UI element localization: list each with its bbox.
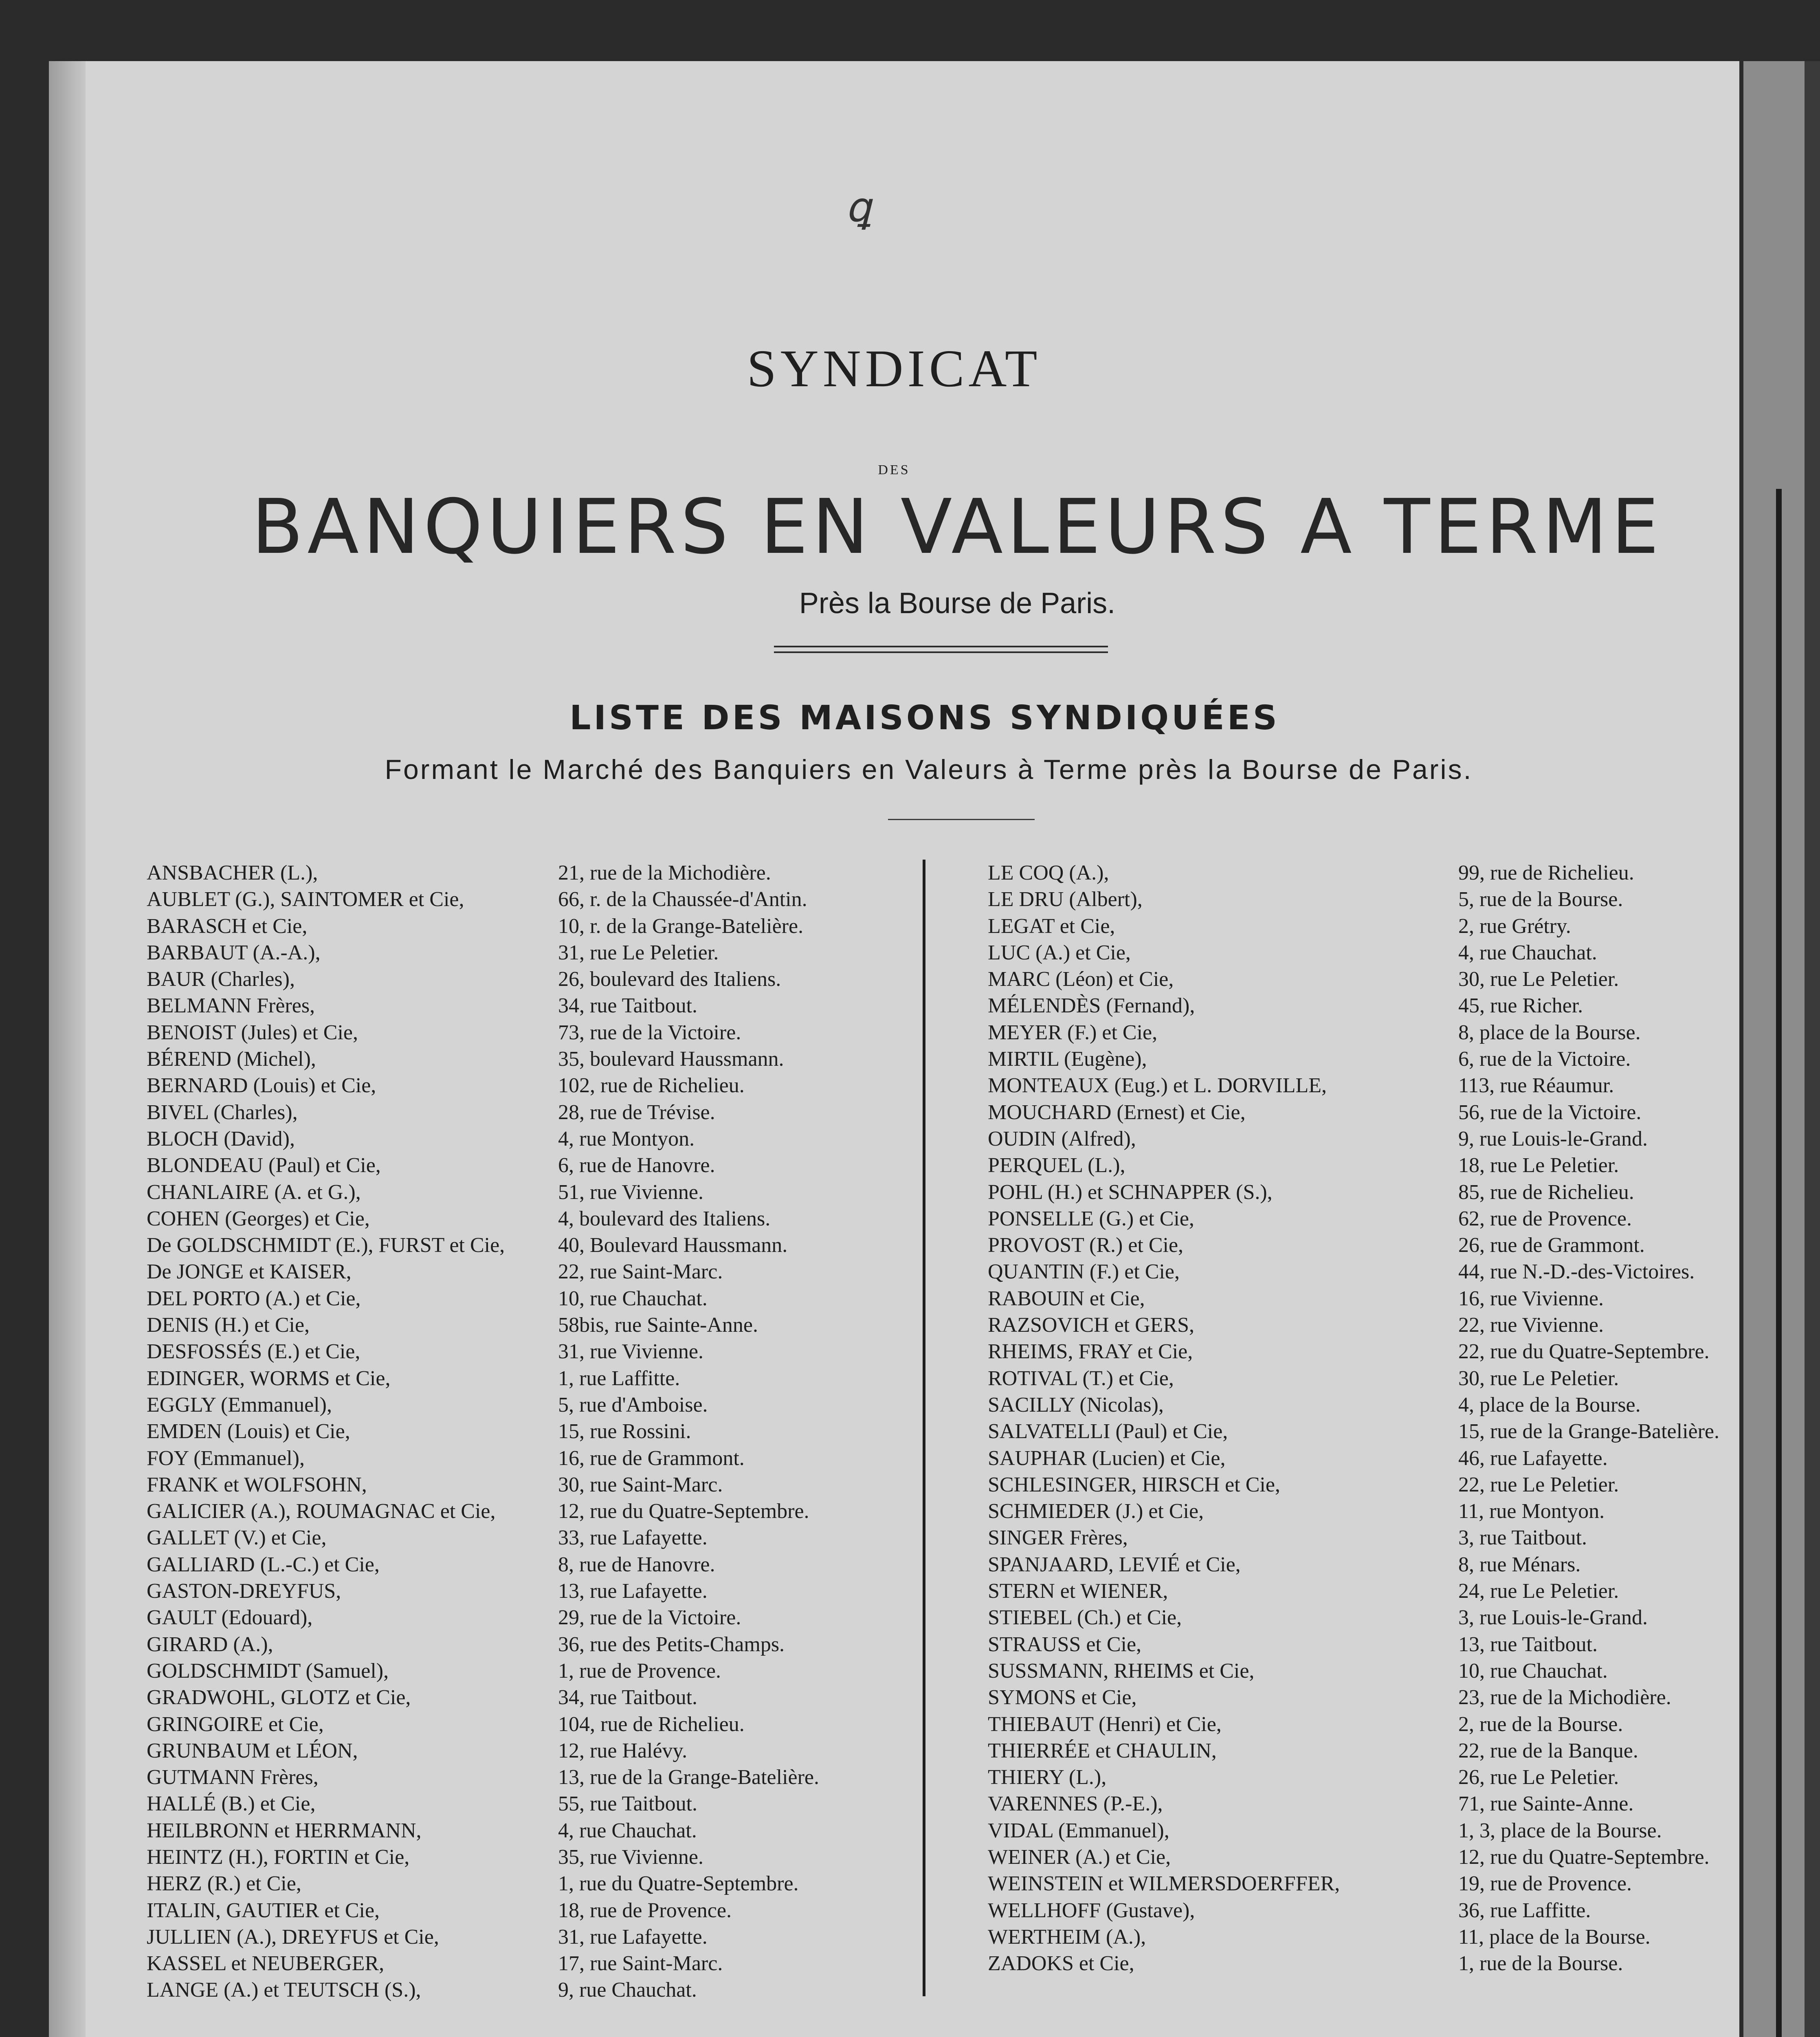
- member-firm-name: MEYER (F.) et Cie,: [988, 1021, 1158, 1044]
- member-entry: [988, 1844, 1737, 1870]
- member-entry: [147, 1870, 921, 1897]
- member-entry: [988, 1897, 1737, 1924]
- member-firm-name: OUDIN (Alfred),: [988, 1127, 1136, 1150]
- member-entry: [147, 1365, 921, 1392]
- member-entry: [147, 1498, 921, 1524]
- member-firm-name: SINGER Frères,: [988, 1526, 1128, 1550]
- member-address: 29, rue de la Victoire.: [558, 1606, 741, 1630]
- member-address: 45, rue Richer.: [1458, 994, 1583, 1018]
- member-entry: [988, 1258, 1737, 1285]
- member-address: 35, boulevard Haussmann.: [558, 1047, 784, 1071]
- member-entry: [147, 1152, 921, 1179]
- member-address: 9, rue Louis-le-Grand.: [1458, 1127, 1648, 1150]
- member-address: 12, rue Halévy.: [558, 1739, 688, 1762]
- member-address: 21, rue de la Michodière.: [558, 861, 771, 884]
- member-firm-name: JULLIEN (A.), DREYFUS et Cie,: [147, 1925, 439, 1949]
- member-entry: [988, 1152, 1737, 1179]
- member-firm-name: STIEBEL (Ch.) et Cie,: [988, 1606, 1182, 1630]
- member-entry: [988, 1924, 1737, 1950]
- member-firm-name: De GOLDSCHMIDT (E.), FURST et Cie,: [147, 1234, 505, 1257]
- member-address: 55, rue Taitbout.: [558, 1792, 698, 1816]
- member-address: 19, rue de Provence.: [1458, 1872, 1632, 1896]
- member-firm-name: BENOIST (Jules) et Cie,: [147, 1021, 358, 1044]
- member-address: 73, rue de la Victoire.: [558, 1021, 741, 1044]
- member-firm-name: BERNARD (Louis) et Cie,: [147, 1074, 376, 1098]
- document-page: [49, 61, 1739, 2037]
- member-entry: [988, 1631, 1737, 1658]
- member-entry: [147, 1232, 921, 1258]
- member-firm-name: GAULT (Edouard),: [147, 1606, 313, 1630]
- member-address: 4, rue Montyon.: [558, 1127, 695, 1150]
- member-entry: [988, 1711, 1737, 1738]
- member-entry: [147, 1631, 921, 1658]
- member-address: 18, rue Le Peletier.: [1458, 1154, 1619, 1177]
- member-entry: [147, 1418, 921, 1445]
- list-rule: [888, 819, 1035, 820]
- member-firm-name: GRUNBAUM et LÉON,: [147, 1739, 358, 1762]
- member-entry: [147, 1285, 921, 1312]
- member-entry: [988, 1551, 1737, 1578]
- member-address: 13, rue Taitbout.: [1458, 1632, 1598, 1656]
- member-entry: [147, 966, 921, 992]
- member-firm-name: MÉLENDÈS (Fernand),: [988, 994, 1195, 1018]
- member-entry: [147, 1711, 921, 1738]
- member-address: 22, rue de la Banque.: [1458, 1739, 1638, 1762]
- member-address: 33, rue Lafayette.: [558, 1526, 708, 1550]
- member-firm-name: LEGAT et Cie,: [988, 914, 1115, 938]
- member-entry: [988, 1418, 1737, 1445]
- member-firm-name: DENIS (H.) et Cie,: [147, 1313, 310, 1337]
- member-firm-name: HEINTZ (H.), FORTIN et Cie,: [147, 1845, 410, 1869]
- member-entry: [988, 1205, 1737, 1232]
- member-entry: [988, 1338, 1737, 1365]
- member-firm-name: PERQUEL (L.),: [988, 1154, 1125, 1177]
- member-firm-name: HERZ (R.) et Cie,: [147, 1872, 301, 1896]
- member-entry: [988, 1126, 1737, 1152]
- member-firm-name: WELLHOFF (Gustave),: [988, 1898, 1195, 1922]
- member-entry: [988, 1099, 1737, 1126]
- member-firm-name: WERTHEIM (A.),: [988, 1925, 1146, 1949]
- member-entry: [147, 1977, 921, 2003]
- member-address: 4, rue Chauchat.: [558, 1819, 697, 1842]
- member-address: 26, boulevard des Italiens.: [558, 968, 781, 991]
- member-entry: [147, 1099, 921, 1126]
- member-firm-name: LE COQ (A.),: [988, 861, 1109, 884]
- member-entry: [147, 860, 921, 886]
- member-address: 22, rue Saint-Marc.: [558, 1260, 723, 1284]
- member-entry: [147, 1019, 921, 1046]
- member-address: 3, rue Taitbout.: [1458, 1526, 1587, 1550]
- member-address: 17, rue Saint-Marc.: [558, 1952, 723, 1975]
- adjacent-page-rule: [1776, 489, 1782, 2037]
- member-firm-name: GASTON-DREYFUS,: [147, 1579, 341, 1603]
- member-entry: [988, 1658, 1737, 1684]
- member-entry: [988, 1072, 1737, 1099]
- member-entry: [147, 992, 921, 1019]
- member-firm-name: KASSEL et NEUBERGER,: [147, 1952, 385, 1975]
- member-entry: [988, 1524, 1737, 1551]
- member-firm-name: SPANJAARD, LEVIÉ et Cie,: [988, 1553, 1241, 1576]
- right-member-column: [988, 860, 1737, 1977]
- member-firm-name: GUTMANN Frères,: [147, 1766, 319, 1789]
- member-entry: [147, 1658, 921, 1684]
- member-firm-name: HEILBRONN et HERRMANN,: [147, 1819, 422, 1842]
- member-address: 31, rue Vivienne.: [558, 1340, 703, 1364]
- member-address: 6, rue de la Victoire.: [1458, 1047, 1631, 1071]
- member-address: 4, rue Chauchat.: [1458, 941, 1597, 964]
- member-entry: [988, 1312, 1737, 1338]
- member-firm-name: LE DRU (Albert),: [988, 888, 1143, 911]
- member-firm-name: GRINGOIRE et Cie,: [147, 1712, 324, 1736]
- member-entry: [988, 1738, 1737, 1764]
- member-entry: [147, 1445, 921, 1472]
- member-firm-name: GIRARD (A.),: [147, 1632, 273, 1656]
- member-firm-name: CHANLAIRE (A. et G.),: [147, 1180, 361, 1204]
- member-firm-name: WEINSTEIN et WILMERSDOERFFER,: [988, 1872, 1340, 1896]
- member-address: 22, rue du Quatre-Septembre.: [1458, 1340, 1710, 1364]
- member-address: 102, rue de Richelieu.: [558, 1074, 745, 1098]
- member-address: 9, rue Chauchat.: [558, 1978, 697, 2002]
- member-firm-name: BELMANN Frères,: [147, 994, 315, 1018]
- member-entry: [147, 1897, 921, 1924]
- member-address: 15, rue Rossini.: [558, 1420, 691, 1443]
- member-address: 16, rue de Grammont.: [558, 1446, 745, 1470]
- member-firm-name: SUSSMANN, RHEIMS et Cie,: [988, 1659, 1255, 1683]
- member-firm-name: FRANK et WOLFSOHN,: [147, 1473, 367, 1496]
- list-heading: LISTE DES MAISONS SYNDIQUÉES: [569, 699, 1280, 737]
- member-address: 1, rue de Provence.: [558, 1659, 721, 1683]
- member-entry: [988, 1179, 1737, 1205]
- member-firm-name: VIDAL (Emmanuel),: [988, 1819, 1169, 1842]
- member-firm-name: ROTIVAL (T.) et Cie,: [988, 1366, 1174, 1390]
- title-double-rule: [774, 646, 1108, 653]
- member-firm-name: BARBAUT (A.-A.),: [147, 941, 321, 964]
- member-address: 30, rue Saint-Marc.: [558, 1473, 723, 1496]
- member-firm-name: GALLIARD (L.-C.) et Cie,: [147, 1553, 380, 1576]
- member-firm-name: RHEIMS, FRAY et Cie,: [988, 1340, 1193, 1364]
- member-entry: [988, 1232, 1737, 1258]
- member-firm-name: MONTEAUX (Eug.) et L. DORVILLE,: [988, 1074, 1327, 1098]
- member-firm-name: THIEBAUT (Henri) et Cie,: [988, 1712, 1222, 1736]
- member-address: 10, r. de la Grange-Batelière.: [558, 914, 804, 938]
- member-entry: [147, 886, 921, 913]
- member-firm-name: BLOCH (David),: [147, 1127, 295, 1150]
- member-firm-name: LUC (A.) et Cie,: [988, 941, 1131, 964]
- member-entry: [988, 886, 1737, 913]
- member-address: 31, rue Le Peletier.: [558, 941, 719, 964]
- member-firm-name: THIERY (L.),: [988, 1766, 1107, 1789]
- member-address: 26, rue Le Peletier.: [1458, 1766, 1619, 1789]
- member-firm-name: ZADOKS et Cie,: [988, 1952, 1134, 1975]
- member-entry: [988, 1950, 1737, 1977]
- member-firm-name: RAZSOVICH et GERS,: [988, 1313, 1195, 1337]
- member-firm-name: EGGLY (Emmanuel),: [147, 1393, 332, 1417]
- member-address: 5, rue d'Amboise.: [558, 1393, 708, 1417]
- member-entry: [147, 1472, 921, 1498]
- member-firm-name: GRADWOHL, GLOTZ et Cie,: [147, 1686, 411, 1709]
- member-entry: [147, 1817, 921, 1844]
- member-firm-name: BIVEL (Charles),: [147, 1100, 298, 1124]
- member-entry: [988, 1365, 1737, 1392]
- member-address: 26, rue de Grammont.: [1458, 1234, 1645, 1257]
- member-firm-name: SCHLESINGER, HIRSCH et Cie,: [988, 1473, 1280, 1496]
- member-firm-name: EDINGER, WORMS et Cie,: [147, 1366, 391, 1390]
- member-entry: [988, 939, 1737, 966]
- member-firm-name: BAUR (Charles),: [147, 968, 295, 991]
- member-firm-name: GALICIER (A.), ROUMAGNAC et Cie,: [147, 1500, 496, 1523]
- member-address: 4, place de la Bourse.: [1458, 1393, 1641, 1417]
- member-address: 2, rue Grétry.: [1458, 914, 1571, 938]
- member-firm-name: LANGE (A.) et TEUTSCH (S.),: [147, 1978, 421, 2002]
- member-address: 8, rue de Hanovre.: [558, 1553, 715, 1576]
- member-address: 5, rue de la Bourse.: [1458, 888, 1623, 911]
- member-entry: [147, 1312, 921, 1338]
- member-address: 2, rue de la Bourse.: [1458, 1712, 1623, 1736]
- member-address: 40, Boulevard Haussmann.: [558, 1234, 788, 1257]
- member-firm-name: FOY (Emmanuel),: [147, 1446, 305, 1470]
- member-firm-name: DEL PORTO (A.) et Cie,: [147, 1287, 361, 1310]
- member-address: 56, rue de la Victoire.: [1458, 1100, 1642, 1124]
- member-address: 31, rue Lafayette.: [558, 1925, 708, 1949]
- member-address: 62, rue de Provence.: [1458, 1207, 1632, 1230]
- member-entry: [147, 1179, 921, 1205]
- member-firm-name: QUANTIN (F.) et Cie,: [988, 1260, 1180, 1284]
- member-entry: [988, 1817, 1737, 1844]
- member-entry: [147, 1258, 921, 1285]
- member-entry: [147, 1551, 921, 1578]
- member-address: 44, rue N.-D.-des-Victoires.: [1458, 1260, 1695, 1284]
- member-address: 10, rue Chauchat.: [558, 1287, 708, 1310]
- member-firm-name: ITALIN, GAUTIER et Cie,: [147, 1898, 380, 1922]
- member-firm-name: RABOUIN et Cie,: [988, 1287, 1145, 1310]
- member-address: 99, rue de Richelieu.: [1458, 861, 1634, 884]
- member-address: 36, rue Laffitte.: [1458, 1898, 1591, 1922]
- member-address: 46, rue Lafayette.: [1458, 1446, 1608, 1470]
- page-title: BANQUIERS EN VALEURS A TERME: [251, 483, 1663, 571]
- member-firm-name: PONSELLE (G.) et Cie,: [988, 1207, 1194, 1230]
- member-firm-name: MOUCHARD (Ernest) et Cie,: [988, 1100, 1246, 1124]
- member-entry: [988, 966, 1737, 992]
- left-member-column: [147, 860, 921, 2004]
- member-address: 1, rue du Quatre-Septembre.: [558, 1872, 799, 1896]
- member-address: 12, rue du Quatre-Septembre.: [1458, 1845, 1710, 1869]
- member-address: 8, place de la Bourse.: [1458, 1021, 1641, 1044]
- member-firm-name: SAUPHAR (Lucien) et Cie,: [988, 1446, 1226, 1470]
- member-entry: [147, 1844, 921, 1870]
- member-address: 30, rue Le Peletier.: [1458, 968, 1619, 991]
- subtitle: Près la Bourse de Paris.: [799, 587, 1116, 620]
- member-firm-name: De JONGE et KAISER,: [147, 1260, 352, 1284]
- member-address: 36, rue des Petits-Champs.: [558, 1632, 785, 1656]
- member-firm-name: EMDEN (Louis) et Cie,: [147, 1420, 350, 1443]
- member-address: 11, place de la Bourse.: [1458, 1925, 1651, 1949]
- member-address: 35, rue Vivienne.: [558, 1845, 703, 1869]
- member-entry: [147, 1764, 921, 1791]
- member-entry: [147, 1126, 921, 1152]
- member-address: 11, rue Montyon.: [1458, 1500, 1605, 1523]
- column-divider: [923, 860, 925, 1996]
- member-address: 71, rue Sainte-Anne.: [1458, 1792, 1634, 1816]
- member-firm-name: THIERRÉE et CHAULIN,: [988, 1739, 1217, 1762]
- member-address: 16, rue Vivienne.: [1458, 1287, 1604, 1310]
- member-address: 13, rue de la Grange-Batelière.: [558, 1766, 820, 1789]
- member-firm-name: COHEN (Georges) et Cie,: [147, 1207, 370, 1230]
- member-firm-name: BLONDEAU (Paul) et Cie,: [147, 1154, 381, 1177]
- member-firm-name: STERN et WIENER,: [988, 1579, 1168, 1603]
- member-firm-name: BÉREND (Michel),: [147, 1047, 316, 1071]
- member-entry: [988, 1604, 1737, 1631]
- member-entry: [988, 913, 1737, 939]
- member-firm-name: PROVOST (R.) et Cie,: [988, 1234, 1184, 1257]
- member-address: 30, rue Le Peletier.: [1458, 1366, 1619, 1390]
- member-entry: [147, 1738, 921, 1764]
- member-firm-name: MARC (Léon) et Cie,: [988, 968, 1174, 991]
- member-entry: [147, 1046, 921, 1072]
- member-entry: [988, 1870, 1737, 1897]
- member-address: 1, rue de la Bourse.: [1458, 1952, 1623, 1975]
- member-address: 66, r. de la Chaussée-d'Antin.: [558, 888, 807, 911]
- list-subheading: Formant le Marché des Banquiers en Valeurs à Terme près la Bourse de Paris.: [385, 754, 1473, 785]
- member-entry: [988, 1578, 1737, 1604]
- member-firm-name: SCHMIEDER (J.) et Cie,: [988, 1500, 1204, 1523]
- member-entry: [988, 1684, 1737, 1711]
- member-address: 18, rue de Provence.: [558, 1898, 732, 1922]
- member-entry: [988, 1019, 1737, 1046]
- member-entry: [147, 1072, 921, 1099]
- member-firm-name: WEINER (A.) et Cie,: [988, 1845, 1171, 1869]
- member-address: 34, rue Taitbout.: [558, 1686, 698, 1709]
- member-address: 51, rue Vivienne.: [558, 1180, 703, 1204]
- member-address: 113, rue Réaumur.: [1458, 1074, 1614, 1098]
- member-entry: [147, 1524, 921, 1551]
- member-firm-name: STRAUSS et Cie,: [988, 1632, 1142, 1656]
- member-address: 3, rue Louis-le-Grand.: [1458, 1606, 1648, 1630]
- member-address: 4, boulevard des Italiens.: [558, 1207, 771, 1230]
- member-firm-name: POHL (H.) et SCHNAPPER (S.),: [988, 1180, 1273, 1204]
- member-address: 13, rue Lafayette.: [558, 1579, 708, 1603]
- member-address: 15, rue de la Grange-Batelière.: [1458, 1420, 1720, 1443]
- member-address: 34, rue Taitbout.: [558, 994, 698, 1018]
- member-firm-name: VARENNES (P.-E.),: [988, 1792, 1163, 1816]
- member-firm-name: MIRTIL (Eugène),: [988, 1047, 1147, 1071]
- member-address: 22, rue Le Peletier.: [1458, 1473, 1619, 1496]
- member-firm-name: SALVATELLI (Paul) et Cie,: [988, 1420, 1228, 1443]
- member-firm-name: BARASCH et Cie,: [147, 914, 308, 938]
- member-firm-name: GOLDSCHMIDT (Samuel),: [147, 1659, 389, 1683]
- member-firm-name: ANSBACHER (L.),: [147, 861, 318, 884]
- member-entry: [147, 1604, 921, 1631]
- member-entry: [147, 1578, 921, 1604]
- member-entry: [988, 860, 1737, 886]
- member-address: 23, rue de la Michodière.: [1458, 1686, 1671, 1709]
- member-entry: [988, 1445, 1737, 1472]
- member-entry: [147, 1950, 921, 1977]
- member-entry: [147, 1791, 921, 1817]
- syndicat-heading: SYNDICAT: [747, 339, 1042, 398]
- member-entry: [147, 1205, 921, 1232]
- member-entry: [147, 1392, 921, 1418]
- des-word: DES: [878, 462, 910, 477]
- member-address: 28, rue de Trévise.: [558, 1100, 715, 1124]
- member-address: 24, rue Le Peletier.: [1458, 1579, 1619, 1603]
- member-entry: [988, 1285, 1737, 1312]
- member-address: 12, rue du Quatre-Septembre.: [558, 1500, 809, 1523]
- member-entry: [988, 1498, 1737, 1524]
- member-address: 6, rue de Hanovre.: [558, 1154, 715, 1177]
- member-address: 22, rue Vivienne.: [1458, 1313, 1604, 1337]
- member-address: 1, 3, place de la Bourse.: [1458, 1819, 1662, 1842]
- member-firm-name: HALLÉ (B.) et Cie,: [147, 1792, 316, 1816]
- member-address: 58bis, rue Sainte-Anne.: [558, 1313, 758, 1337]
- member-entry: [988, 1472, 1737, 1498]
- member-address: 8, rue Ménars.: [1458, 1553, 1581, 1576]
- member-entry: [147, 939, 921, 966]
- handwritten-mark: ꝗ: [845, 185, 871, 230]
- member-firm-name: AUBLET (G.), SAINTOMER et Cie,: [147, 888, 464, 911]
- member-address: 85, rue de Richelieu.: [1458, 1180, 1634, 1204]
- scan-edge: [1805, 61, 1820, 2037]
- member-entry: [147, 1338, 921, 1365]
- member-entry: [147, 1924, 921, 1950]
- member-address: 1, rue Laffitte.: [558, 1366, 680, 1390]
- member-firm-name: SYMONS et Cie,: [988, 1686, 1137, 1709]
- member-firm-name: SACILLY (Nicolas),: [988, 1393, 1164, 1417]
- member-entry: [147, 1684, 921, 1711]
- member-address: 10, rue Chauchat.: [1458, 1659, 1608, 1683]
- member-entry: [988, 1392, 1737, 1418]
- member-entry: [147, 913, 921, 939]
- member-entry: [988, 1764, 1737, 1791]
- adjacent-page-edge: [1743, 61, 1820, 2037]
- member-address: 104, rue de Richelieu.: [558, 1712, 745, 1736]
- member-entry: [988, 1046, 1737, 1072]
- member-firm-name: DESFOSSÉS (E.) et Cie,: [147, 1340, 360, 1364]
- member-entry: [988, 992, 1737, 1019]
- member-entry: [988, 1791, 1737, 1817]
- member-firm-name: GALLET (V.) et Cie,: [147, 1526, 327, 1550]
